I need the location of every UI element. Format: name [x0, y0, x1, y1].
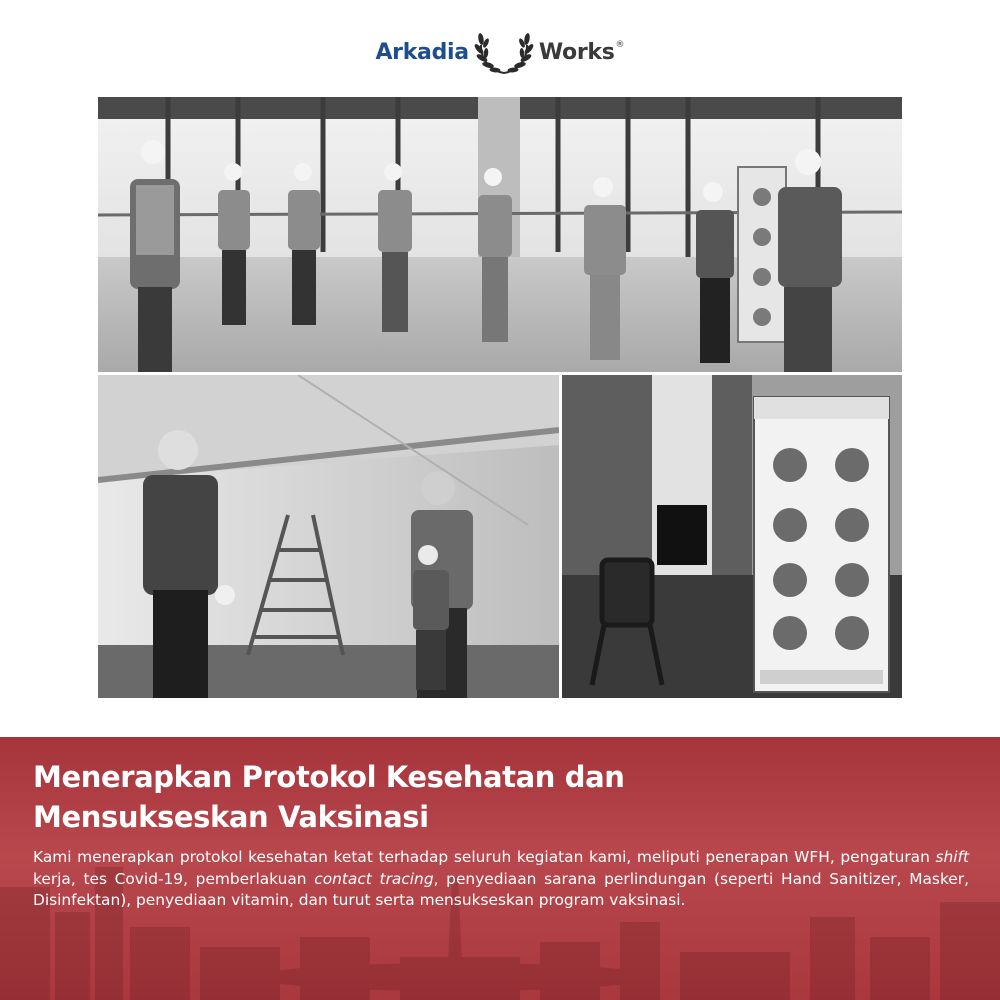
- info-panel: [0, 737, 1000, 1000]
- trademark-symbol: ®: [615, 40, 625, 50]
- photo-health-protocol-banner-icon: [562, 375, 902, 698]
- panel-title-line-1: Menerapkan Protokol Kesehatan dan: [33, 760, 625, 794]
- photo-site-inspection-icon: [98, 375, 559, 698]
- body-text-part-2: kerja, tes Covid-19, pemberlakuan: [33, 869, 315, 888]
- body-text-contact-tracing: contact tracing: [314, 869, 434, 888]
- photo-team-briefing-icon: [98, 97, 902, 372]
- panel-title: [33, 757, 853, 837]
- laurel-wreath-icon: [473, 25, 535, 79]
- brand-logo: [0, 22, 1000, 82]
- photo-site-inspection: [98, 375, 559, 698]
- photo-health-protocol-banner: [562, 375, 902, 698]
- logo-word-arkadia: Arkadia: [375, 39, 469, 65]
- body-text-shift: shift: [935, 848, 969, 866]
- body-text-part-3: , penyediaan sarana perlindungan (seperti Hand Sanitizer, Masker, Disinfektan), penyediaan vitamin, dan turut serta mensukseskan program vaksinasi.: [33, 869, 969, 910]
- panel-body-text: [33, 847, 969, 912]
- panel-title-line-2: Mensukseskan Vaksinasi: [33, 800, 429, 834]
- photo-team-briefing: [98, 97, 902, 372]
- logo-word-works: Works: [538, 39, 615, 65]
- body-text-part-1: Kami menerapkan protokol kesehatan ketat terhadap seluruh kegiatan kami, meliputi penerapan WFH, pengaturan: [33, 848, 936, 866]
